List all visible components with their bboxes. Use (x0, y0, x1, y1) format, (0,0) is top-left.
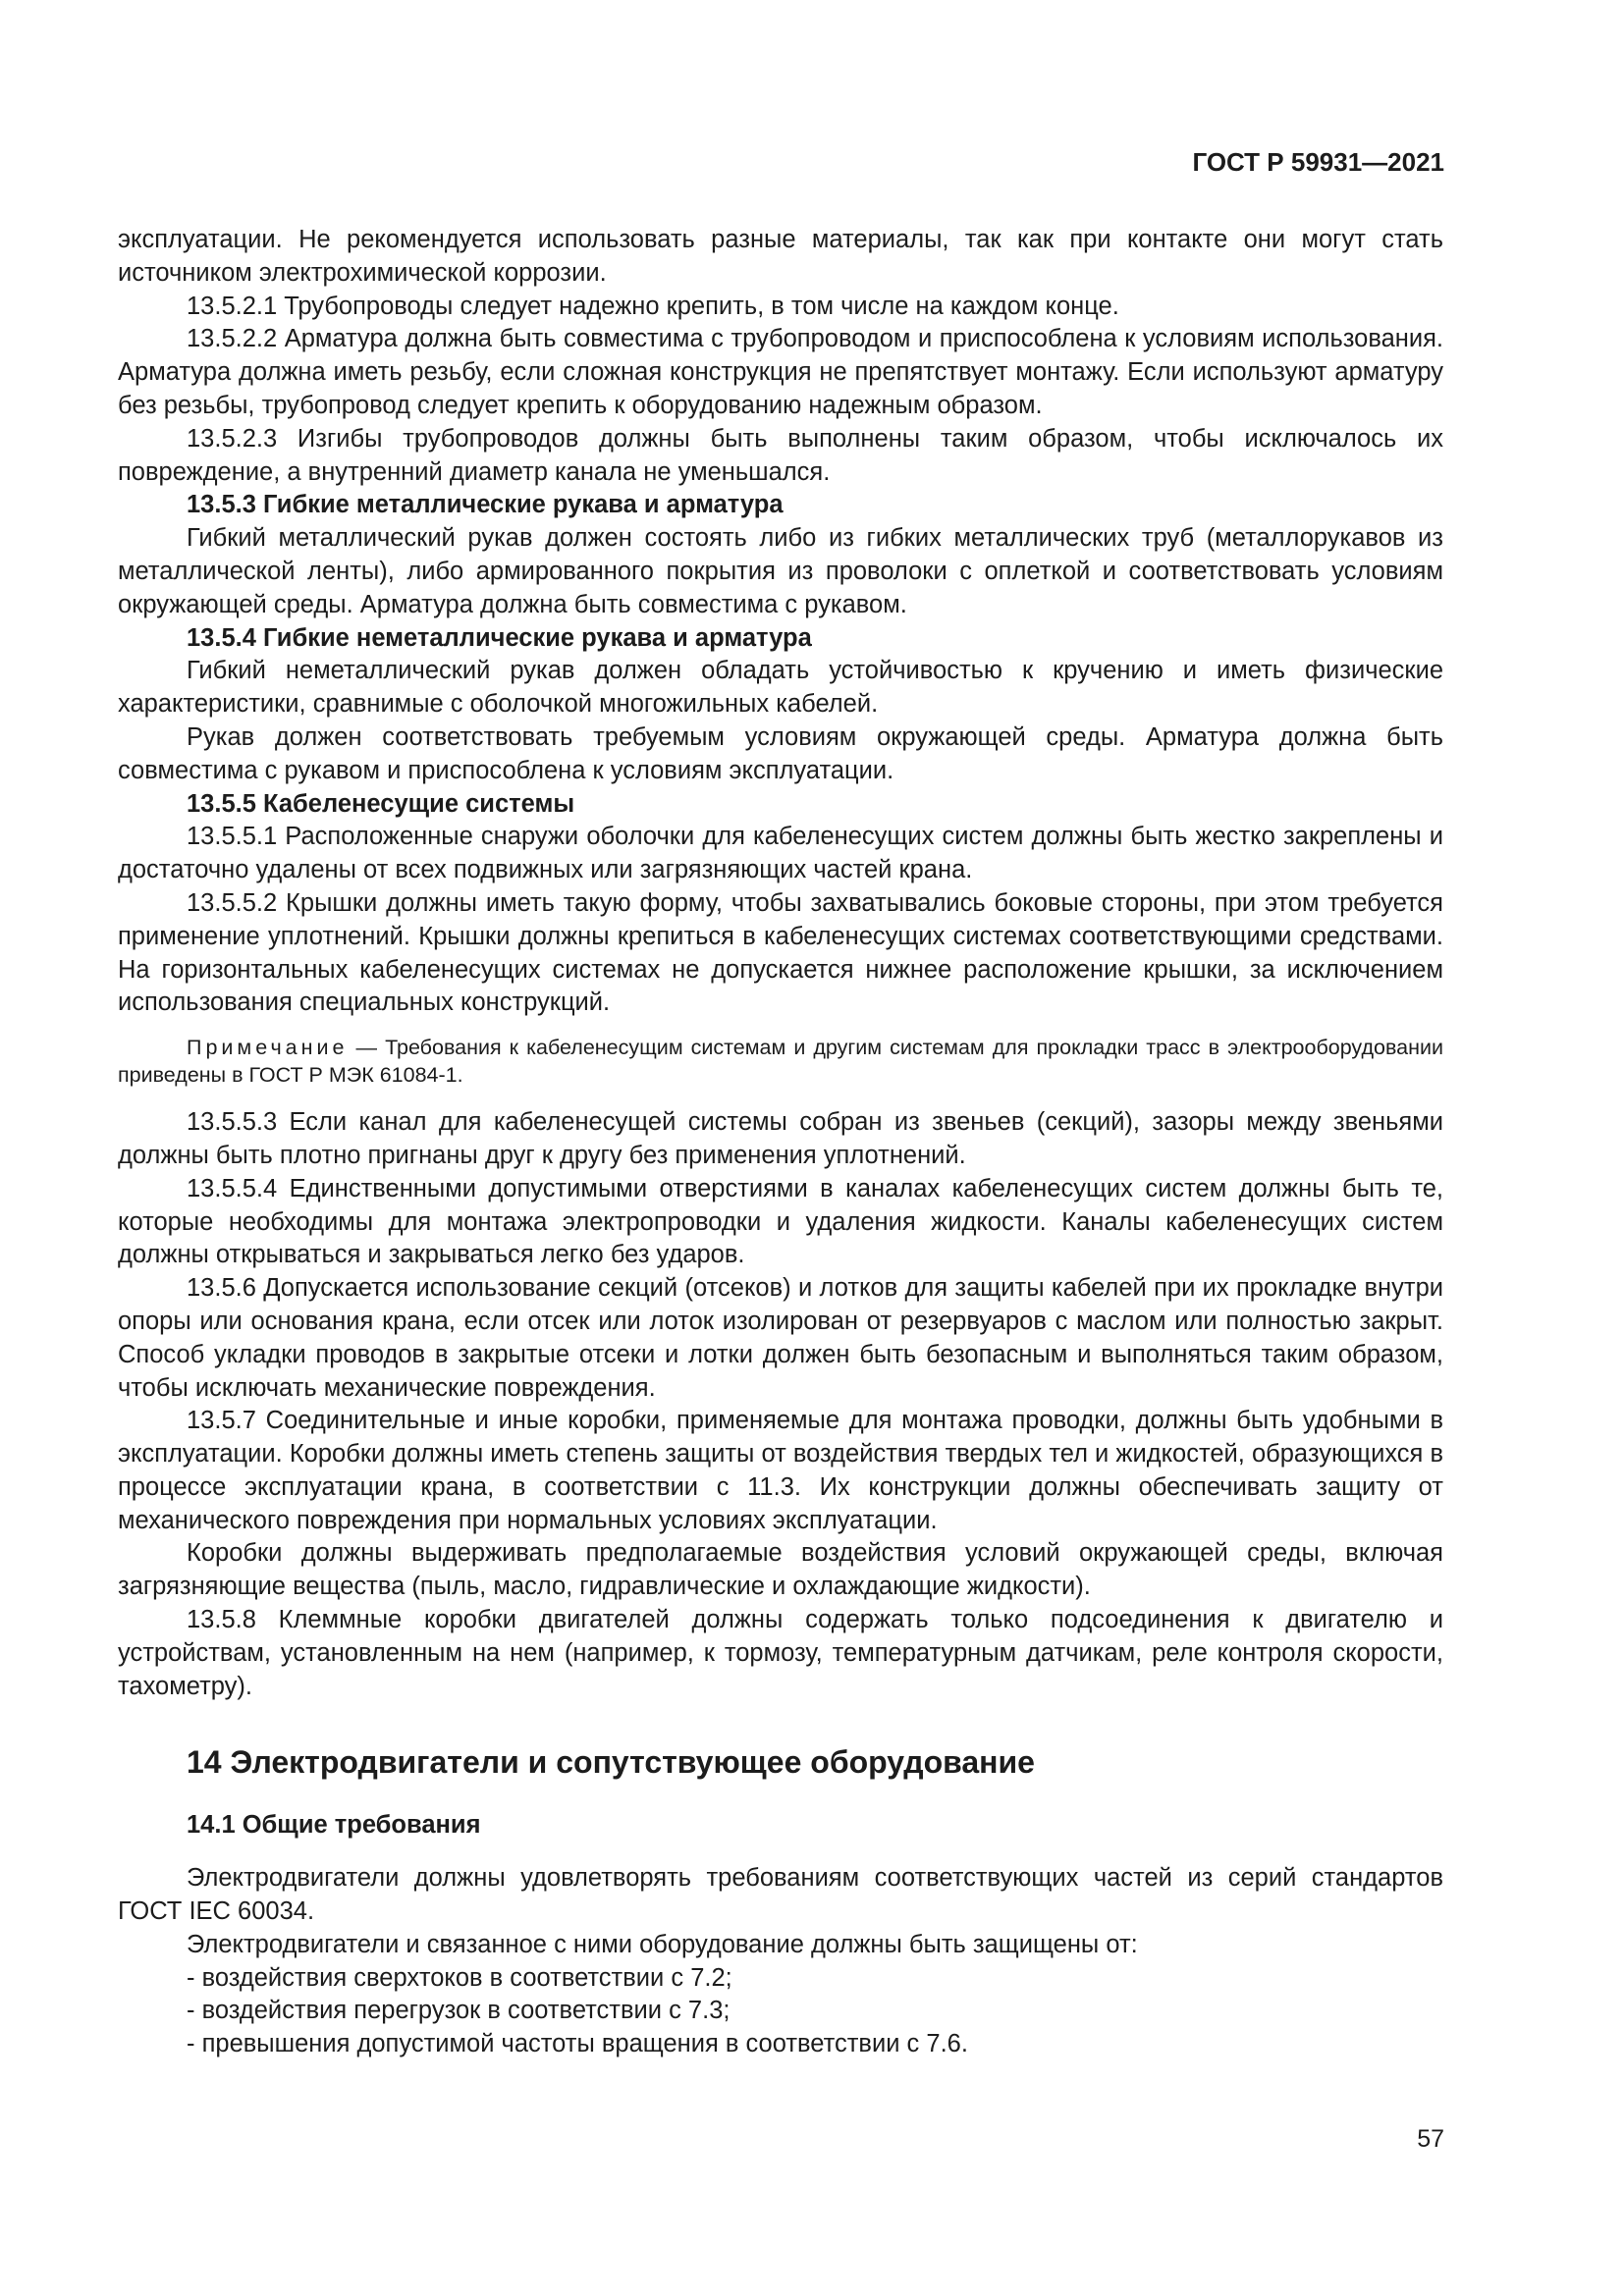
heading-13-5-5: 13.5.5 Кабеленесущие системы (187, 789, 575, 818)
paragraph-13-5-8: 13.5.8 Клеммные коробки двигателей должны содержать только подсоединения к двигателю и устройствам, установленным на нем (например, к тормозу, температурным датчикам, реле контроля скорости, тахометру). (118, 1606, 1443, 1700)
paragraph-13-5-2-3: 13.5.2.3 Изгибы трубопроводов должны быть выполнены таким образом, чтобы исключалось их повреждение, а внутренний диаметр канала не уменьшался. (118, 424, 1443, 486)
paragraph-13-5-5-4: 13.5.5.4 Единственными допустимыми отверстиями в каналах кабеленесущих систем должны быть те, которые необходимы для монтажа электропроводки и удаления жидкости. Каналы кабеленесущих систем должны открываться и закрываться легко без ударов. (118, 1174, 1443, 1269)
list-item: - воздействия сверхтоков в соответствии с 7.2; (187, 1963, 732, 1992)
heading-13-5-4: 13.5.4 Гибкие неметаллические рукава и арматура (187, 623, 812, 652)
paragraph-13-5-2-1: 13.5.2.1 Трубопроводы следует надежно крепить, в том числе на каждом конце. (187, 292, 1119, 320)
paragraph-13-5-4-a: Гибкий неметаллический рукав должен обладать устойчивостью к кручению и иметь физические характеристики, сравнимые с оболочкой многожильных кабелей. (118, 657, 1443, 719)
paragraph-13-5-2-2: 13.5.2.2 Арматура должна быть совместима с трубопроводом и приспособлена к условиям использования. Арматура должна иметь резьбу, если сложная конструкция не препятствует монтажу. Если используют арматуру без резьбы, трубопровод следует крепить к оборудованию надежным образом. (118, 325, 1443, 419)
document-id-header: ГОСТ Р 59931—2021 (1192, 147, 1444, 177)
heading-13-5-3: 13.5.3 Гибкие металлические рукава и арматура (187, 491, 784, 519)
paragraph-14-1-a: Электродвигатели должны удовлетворять требованиям соответствующих частей из серий стандартов ГОСТ IEC 60034. (118, 1864, 1443, 1926)
paragraph-13-5-7-a: 13.5.7 Соединительные и иные коробки, применяемые для монтажа проводки, должны быть удобными в эксплуатации. Коробки должны иметь степень защиты от воздействия твердых тел и жидкостей, образующихся в процессе эксплуатации крана, в соответствии с 11.3. Их конструкции должны обеспечивать защиту от механического повреждения при нормальных условиях эксплуатации. (118, 1407, 1443, 1534)
paragraph-14-1-b: Электродвигатели и связанное с ними оборудование должны быть защищены от: (187, 1930, 1138, 1958)
paragraph-13-5-3: Гибкий металлический рукав должен состоять либо из гибких металлических труб (металлорукавов из металлической ленты), либо армированного покрытия из проволоки с оплеткой и соответствовать условиям окружающей среды. Арматура должна быть совместима с рукавом. (118, 524, 1443, 618)
paragraph-13-5-5-2: 13.5.5.2 Крышки должны иметь такую форму, чтобы захватывались боковые стороны, при этом требуется применение уплотнений. Крышки должны крепиться в кабеленесущих системах соответствующими средствами. На горизонтальных кабеленесущих системах не допускается нижнее расположение крышки, за исключением использования специальных конструкций. (118, 888, 1443, 1017)
paragraph-13-5-6: 13.5.6 Допускается использование секций (отсеков) и лотков для защиты кабелей при их прокладке внутри опоры или основания крана, если отсек или лоток изолирован от резервуаров с маслом или полностью закрыт. Способ укладки проводов в закрытые отсеки и лотки должен быть безопасным и выполняться таким образом, чтобы исключать механические повреждения. (118, 1274, 1443, 1402)
list-item: - превышения допустимой частоты вращения в соответствии с 7.6. (187, 2030, 968, 2058)
note-text: — Требования к кабеленесущим системам и другим системам для прокладки трасс в электрооборудовании приведены в ГОСТ Р МЭК 61084-1. (118, 1036, 1443, 1088)
section-heading-14: 14 Электродвигатели и сопутствующее оборудование (187, 1744, 1035, 1781)
page-content (118, 224, 1443, 2061)
paragraph-13-5-7-b: Коробки должны выдерживать предполагаемые воздействия условий окружающей среды, включая загрязняющие вещества (пыль, масло, гидравлические и охлаждающие жидкости). (118, 1539, 1443, 1601)
list-item: - воздействия перегрузок в соответствии с 7.3; (187, 1997, 731, 2025)
paragraph-13-5-5-3: 13.5.5.3 Если канал для кабеленесущей системы собран из звеньев (секций), зазоры между звеньями должны быть плотно пригнаны друг к другу без применения уплотнений. (118, 1108, 1443, 1169)
subsection-heading-14-1: 14.1 Общие требования (187, 1811, 481, 1840)
note-label: Примечание (187, 1036, 349, 1060)
paragraph-13-5-4-b: Рукав должен соответствовать требуемым условиям окружающей среды. Арматура должна быть совместима с рукавом и приспособлена к условиям эксплуатации. (118, 722, 1443, 784)
page-number: 57 (1417, 2125, 1444, 2153)
note (118, 1034, 1443, 1089)
paragraph-continuation: эксплуатации. Не рекомендуется использовать разные материалы, так как при контакте они могут стать источником электрохимической коррозии. (118, 226, 1443, 287)
paragraph-13-5-5-1: 13.5.5.1 Расположенные снаружи оболочки для кабеленесущих систем должны быть жестко закреплены и достаточно удалены от всех подвижных или загрязняющих частей крана. (118, 823, 1443, 884)
